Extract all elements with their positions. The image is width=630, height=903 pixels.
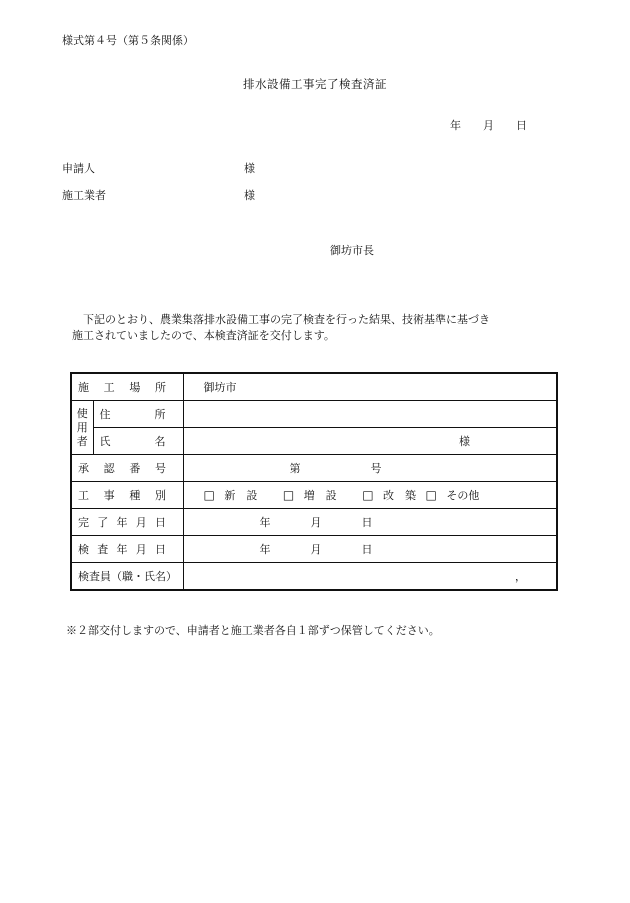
contractor-honorific: 様 — [244, 189, 255, 202]
body-line-2: 施工されていましたので、本検査済証を交付します。 — [72, 329, 335, 342]
date-year-label: 年 — [450, 119, 461, 132]
applicant-label: 申請人 — [62, 162, 95, 175]
contractor-label: 施工業者 — [62, 189, 106, 202]
checkbox-renovate[interactable]: □ — [362, 488, 374, 502]
name-value: 様 — [183, 428, 557, 455]
option-expand-label: 増 設 — [303, 489, 337, 502]
table-row-location — [71, 373, 557, 401]
table-row-completion-date — [71, 509, 557, 536]
address-value — [183, 401, 557, 428]
issuer-name: 御坊市長 — [330, 244, 374, 257]
table-row-user-address — [71, 401, 557, 428]
work-type-label: 工 事 種 別 — [71, 482, 183, 509]
checkbox-other[interactable]: □ — [425, 488, 437, 502]
form-number: 様式第４号（第５条関係） — [62, 34, 194, 47]
completion-date-value: 年 月 日 — [183, 509, 557, 536]
option-renovate-label: 改 築 — [383, 489, 417, 502]
table-row-work-type — [71, 482, 557, 509]
date-month-label: 月 — [483, 119, 494, 132]
table-row-user-name — [71, 428, 557, 455]
document-title: 排水設備工事完了検査済証 — [243, 77, 387, 91]
option-other-label: その他 — [446, 489, 480, 502]
table-row-approval — [71, 455, 557, 482]
user-group-label: 使 用 者 — [71, 401, 93, 455]
applicant-honorific: 様 — [244, 162, 255, 175]
name-label: 氏 名 — [93, 428, 183, 455]
inspection-date-label: 検 査 年 月 日 — [71, 536, 183, 563]
inspector-label: 検査員（職・氏名） — [71, 563, 183, 591]
approval-number-value: 第 号 — [183, 455, 557, 482]
certificate-table — [70, 372, 558, 591]
address-label: 住 所 — [93, 401, 183, 428]
work-type-options — [183, 482, 557, 509]
table-row-inspection-date — [71, 536, 557, 563]
checkbox-expand[interactable]: □ — [282, 488, 295, 502]
location-label: 施 工 場 所 — [71, 373, 183, 401]
inspector-value: ， — [183, 563, 557, 591]
date-day-label: 日 — [516, 119, 527, 132]
option-new-label: 新 設 — [224, 489, 258, 502]
body-text — [72, 312, 552, 344]
location-value: 御坊市 — [183, 373, 557, 401]
checkbox-new[interactable]: □ — [203, 488, 215, 502]
completion-date-label: 完 了 年 月 日 — [71, 509, 183, 536]
body-line-1: 下記のとおり、農業集落排水設備工事の完了検査を行った結果、技術基準に基づき — [83, 313, 490, 326]
inspection-date-value: 年 月 日 — [183, 536, 557, 563]
issue-date — [450, 117, 527, 133]
approval-label: 承 認 番 号 — [71, 455, 183, 482]
table-row-inspector — [71, 563, 557, 591]
footnote: ※２部交付しますので、申請者と施工業者各自１部ずつ保管してください。 — [66, 624, 440, 637]
